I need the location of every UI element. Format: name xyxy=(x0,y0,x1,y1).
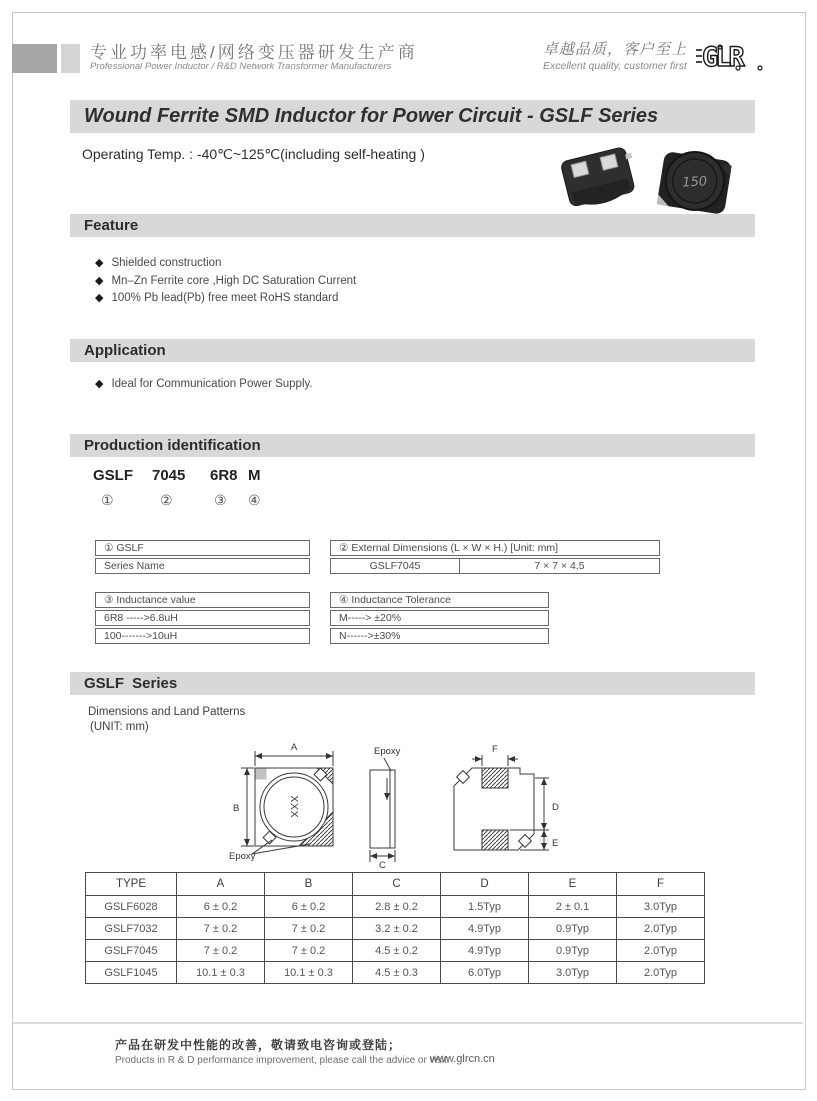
table-cell: 7 × 7 × 4.5 xyxy=(534,560,585,572)
series-name-table xyxy=(95,540,310,576)
table-row xyxy=(330,558,660,574)
page-title: Wound Ferrite SMD Inductor for Power Circuit - GSLF Series xyxy=(70,100,755,133)
table-row xyxy=(86,962,705,984)
feature-item-text: Mn–Zn Ferrite core ,High DC Saturation Current xyxy=(111,275,357,287)
dim-label-e: E xyxy=(552,838,559,849)
column-header: A xyxy=(177,873,265,896)
production-identification-heading: Production identification xyxy=(70,434,755,457)
table-header: ④ Inductance Tolerance xyxy=(330,592,549,608)
table-cell: 7 ± 0.2 xyxy=(177,918,265,940)
part-marker-4: ④ xyxy=(248,492,261,508)
diamond-bullet-icon: ◆ xyxy=(95,275,104,287)
epoxy-label: Epoxy xyxy=(374,746,401,757)
table-row: 6R8 ----->6.8uH xyxy=(95,610,310,626)
table-cell: GSLF7045 xyxy=(331,559,460,573)
land-pattern-drawing xyxy=(454,744,559,850)
table-cell: 6 ± 0.2 xyxy=(177,896,265,918)
dim-label-d: D xyxy=(552,802,559,813)
table-cell: 6.0Typ xyxy=(441,962,529,984)
slogan-en: Excellent quality, customer first xyxy=(543,60,687,72)
dim-label-a: A xyxy=(290,742,298,753)
application-item xyxy=(95,377,313,390)
column-header: C xyxy=(353,873,441,896)
table-cell: 4.5 ± 0.2 xyxy=(353,940,441,962)
table-row: 100------->10uH xyxy=(95,628,310,644)
column-header: TYPE xyxy=(86,873,177,896)
company-logo-icon xyxy=(694,38,766,76)
table-cell: 3.2 ± 0.2 xyxy=(353,918,441,940)
external-dimensions-table xyxy=(330,540,660,576)
slogan-cn: 卓越品质，客户至上 xyxy=(543,41,688,58)
table-cell: 6 ± 0.2 xyxy=(265,896,353,918)
feature-item xyxy=(95,256,221,269)
part-code-series: GSLF xyxy=(93,467,133,484)
diamond-bullet-icon: ◆ xyxy=(95,378,104,390)
inductor-bottom-view-photo xyxy=(560,145,641,211)
column-header: D xyxy=(441,873,529,896)
inductor-top-view-photo xyxy=(657,147,733,215)
table-cell: GSLF6028 xyxy=(86,896,177,918)
dimensions-subtitle: Dimensions and Land Patterns xyxy=(88,706,246,718)
table-cell: 10.1 ± 0.3 xyxy=(177,962,265,984)
diamond-bullet-icon: ◆ xyxy=(95,257,104,269)
table-cell: GSLF1045 xyxy=(86,962,177,984)
table-cell: 10.1 ± 0.3 xyxy=(265,962,353,984)
dimension-diagrams xyxy=(228,738,568,875)
table-cell: 0.9Typ xyxy=(529,918,617,940)
table-cell: 2.8 ± 0.2 xyxy=(353,896,441,918)
table-header: ③ Inductance value xyxy=(95,592,310,608)
table-row xyxy=(86,896,705,918)
table-cell: 2.0Typ xyxy=(617,962,705,984)
feature-heading: Feature xyxy=(70,214,755,237)
logo-text: GLR xyxy=(702,42,742,73)
table-row: M-----> ±20% xyxy=(330,610,549,626)
dim-label-b: B xyxy=(233,803,240,814)
table-cell: 3.0Typ xyxy=(529,962,617,984)
part-marker-1: ① xyxy=(101,492,114,508)
table-cell: 2.0Typ xyxy=(617,940,705,962)
application-heading: Application xyxy=(70,339,755,362)
footer-website-url: www.glrcn.cn xyxy=(430,1053,495,1065)
epoxy-label: Epoxy xyxy=(229,851,256,862)
table-cell: 4.9Typ xyxy=(441,918,529,940)
table-cell: 7 ± 0.2 xyxy=(265,918,353,940)
header-light-square xyxy=(61,44,80,73)
feature-item xyxy=(95,291,338,304)
table-row: N------>±30% xyxy=(330,628,549,644)
footer-note-en: Products in R & D performance improvement, please call the advice or visit: xyxy=(115,1055,450,1066)
table-header-row xyxy=(86,873,705,896)
feature-item-text: Shielded construction xyxy=(111,257,222,269)
header-dark-square xyxy=(12,44,57,73)
table-cell: 4.5 ± 0.3 xyxy=(353,962,441,984)
table-cell: 2 ± 0.1 xyxy=(529,896,617,918)
table-header: ② External Dimensions (L × W × H.) [Unit: mm] xyxy=(330,540,660,556)
diamond-bullet-icon: ◆ xyxy=(95,292,104,304)
table-cell: 4.9Typ xyxy=(441,940,529,962)
column-header: E xyxy=(529,873,617,896)
table-cell: 7 ± 0.2 xyxy=(177,940,265,962)
company-name-en: Professional Power Inductor / R&D Network Transformer Manufacturers xyxy=(90,61,392,72)
table-row xyxy=(86,940,705,962)
dim-label-f: F xyxy=(492,744,498,755)
part-code-tolerance: M xyxy=(248,467,261,484)
product-marking-text: 150 xyxy=(681,174,708,191)
table-cell: 3.0Typ xyxy=(617,896,705,918)
company-name-cn: 专业功率电感/网络变压器研发生产商 xyxy=(90,43,418,62)
table-row xyxy=(86,918,705,940)
operating-temp-text: Operating Temp. : -40℃~125℃(including self-heating ) xyxy=(82,146,425,162)
side-view-drawing xyxy=(370,746,401,870)
table-header: ① GSLF xyxy=(95,540,310,556)
part-marker-3: ③ xyxy=(214,492,227,508)
table-cell: GSLF7032 xyxy=(86,918,177,940)
part-marker-2: ② xyxy=(160,492,173,508)
footer-note-cn: 产品在研发中性能的改善，敬请致电咨询或登陆； xyxy=(115,1038,402,1052)
part-code-value: 6R8 xyxy=(210,467,238,484)
dimensions-table xyxy=(85,872,705,984)
table-cell: 0.9Typ xyxy=(529,940,617,962)
table-cell: 2.0Typ xyxy=(617,918,705,940)
table-cell: 1.5Typ xyxy=(441,896,529,918)
table-cell: 7 ± 0.2 xyxy=(265,940,353,962)
top-view-drawing xyxy=(229,742,333,862)
inductance-value-table xyxy=(95,592,310,646)
part-code-size: 7045 xyxy=(152,467,186,484)
table-cell: GSLF7045 xyxy=(86,940,177,962)
feature-item-text: 100% Pb lead(Pb) free meet RoHS standard xyxy=(111,292,339,304)
gslf-series-heading: GSLF Series xyxy=(70,672,755,695)
inductance-tolerance-table xyxy=(330,592,549,646)
part-marking-placeholder: XXX xyxy=(288,795,299,819)
table-row: Series Name xyxy=(95,558,310,574)
footer-divider xyxy=(13,1022,803,1024)
unit-note: (UNIT: mm) xyxy=(90,721,149,733)
feature-item xyxy=(95,274,356,287)
column-header: B xyxy=(265,873,353,896)
column-header: F xyxy=(617,873,705,896)
application-item-text: Ideal for Communication Power Supply. xyxy=(111,378,313,390)
dim-label-c: C xyxy=(379,860,386,870)
